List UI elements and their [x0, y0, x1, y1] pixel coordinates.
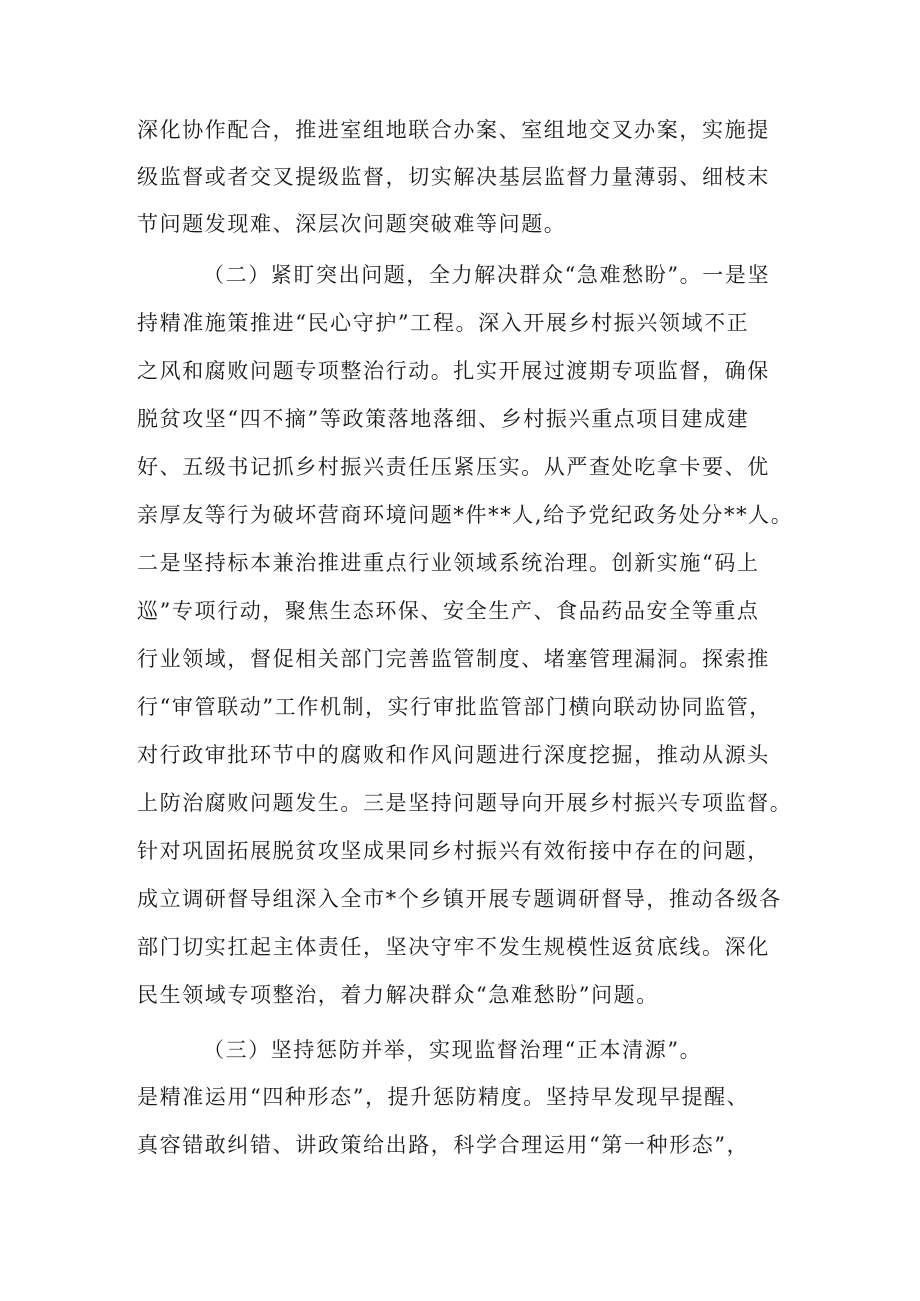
section-heading-2: （二）紧盯突出问题，全力解决群众“急难愁盼”。一是坚: [203, 263, 771, 287]
text-line-17: 成立调研督导组深入全市*个乡镇开展专题调研督导，推动各级各: [137, 887, 782, 911]
text-line-14: 对行政审批环节中的腐败和作风问题进行深度挖掘，推动从源头: [137, 743, 770, 767]
text-line-21: 是精准运用“四种形态”，提升惩防精度。坚持早发现早提醒、: [137, 1085, 750, 1109]
text-line-5: 持精准施策推进“民心守护”工程。深入开展乡村振兴领域不正: [137, 311, 750, 335]
text-line-6: 之风和腐败问题专项整治行动。扎实开展过渡期专项监督，确保: [137, 359, 770, 383]
text-line-7: 脱贫攻坚“四不摘”等政策落地落细、乡村振兴重点项目建成建: [137, 407, 750, 431]
text-line-16: 针对巩固拓展脱贫攻坚成果同乡村振兴有效衔接中存在的问题，: [137, 839, 770, 863]
text-line-11: 巡”专项行动，聚焦生态环保、安全生产、食品药品安全等重点: [137, 599, 760, 623]
text-line-9: 亲厚友等行为破坏营商环境问题*件**人,给予党纪政务处分**人。: [137, 503, 794, 527]
text-line-1: 深化协作配合，推进室组地联合办案、室组地交叉办案，实施提: [137, 118, 770, 142]
text-line-13: 行“审管联动”工作机制，实行审批监管部门横向联动协同监管，: [137, 695, 772, 719]
text-line-3: 节问题发现难、深层次问题突破难等问题。: [137, 212, 567, 236]
section-heading-3: （三）坚持惩防并举，实现监督治理“正本清源”。: [203, 1038, 703, 1062]
text-line-12: 行业领域，督促相关部门完善监管制度、堵塞管理漏洞。探索推: [137, 647, 770, 671]
text-line-22: 真容错敢纠错、讲政策给出路，科学合理运用“第一种形态”，: [137, 1133, 750, 1157]
text-line-19: 民生领域专项整治，着力解决群众“急难愁盼”问题。: [137, 983, 659, 1007]
text-line-8: 好、五级书记抓乡村振兴责任压紧压实。从严查处吃拿卡要、优: [137, 455, 770, 479]
text-line-18: 部门切实扛起主体责任，坚决守牢不发生规模性返贫底线。深化: [137, 935, 770, 959]
text-line-2: 级监督或者交叉提级监督，切实解决基层监督力量薄弱、细枝末: [137, 165, 770, 189]
text-line-10: 二是坚持标本兼治推进重点行业领域系统治理。创新实施“码上: [137, 551, 760, 575]
text-line-15: 上防治腐败问题发生。三是坚持问题导向开展乡村振兴专项监督。: [137, 791, 793, 815]
